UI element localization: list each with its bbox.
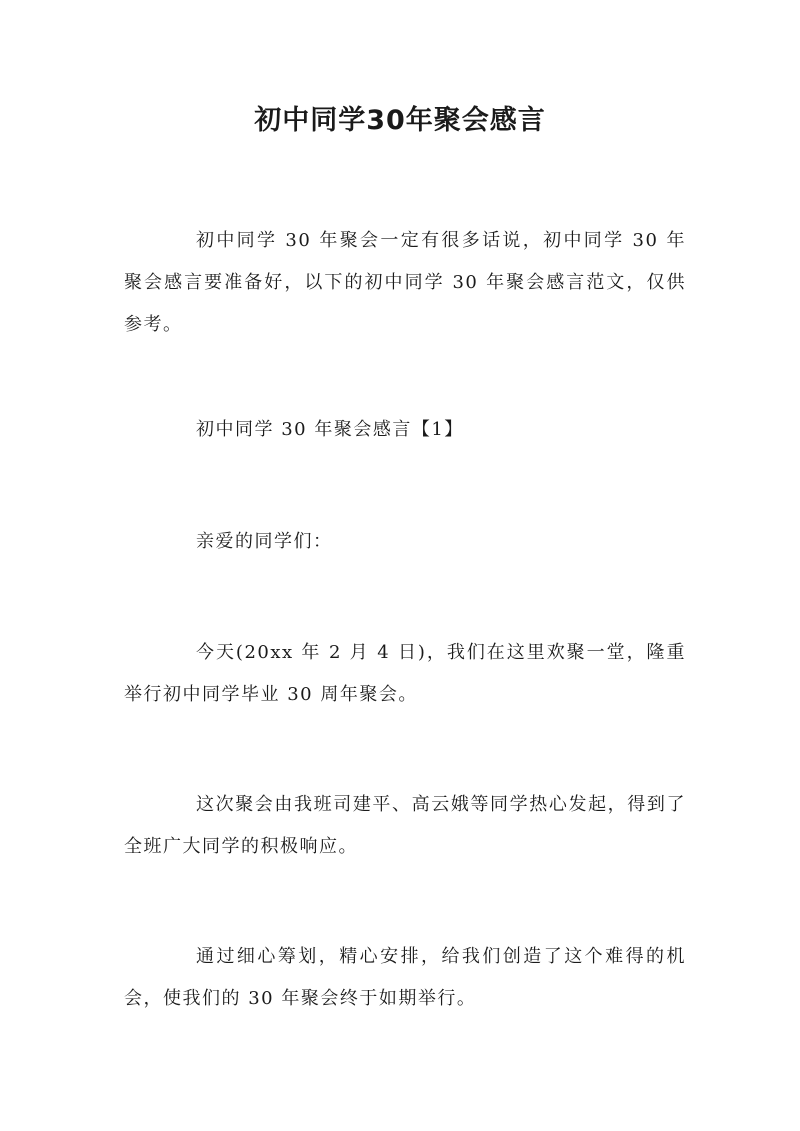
document-title: 初中同学30年聚会感言 [254, 105, 546, 136]
paragraph-section-heading: 初中同学 30 年聚会感言【1】 [196, 419, 464, 440]
paragraph-organizers: 这次聚会由我班司建平、高云娥等同学热心发起，得到了全班广大同学的积极响应。 [124, 794, 686, 857]
paragraph-planning: 通过细心筹划，精心安排，给我们创造了这个难得的机会，使我们的 30 年聚会终于如期举行。 [124, 946, 686, 1009]
paragraph-today: 今天(20xx 年 2 月 4 日)，我们在这里欢聚一堂，隆重举行初中同学毕业 30 周年聚会。 [124, 642, 686, 705]
paragraph-greeting: 亲爱的同学们： [196, 531, 333, 552]
paragraph-intro: 初中同学 30 年聚会一定有很多话说，初中同学 30 年聚会感言要准备好，以下的初中同学 30 年聚会感言范文，仅供参考。 [124, 230, 686, 335]
